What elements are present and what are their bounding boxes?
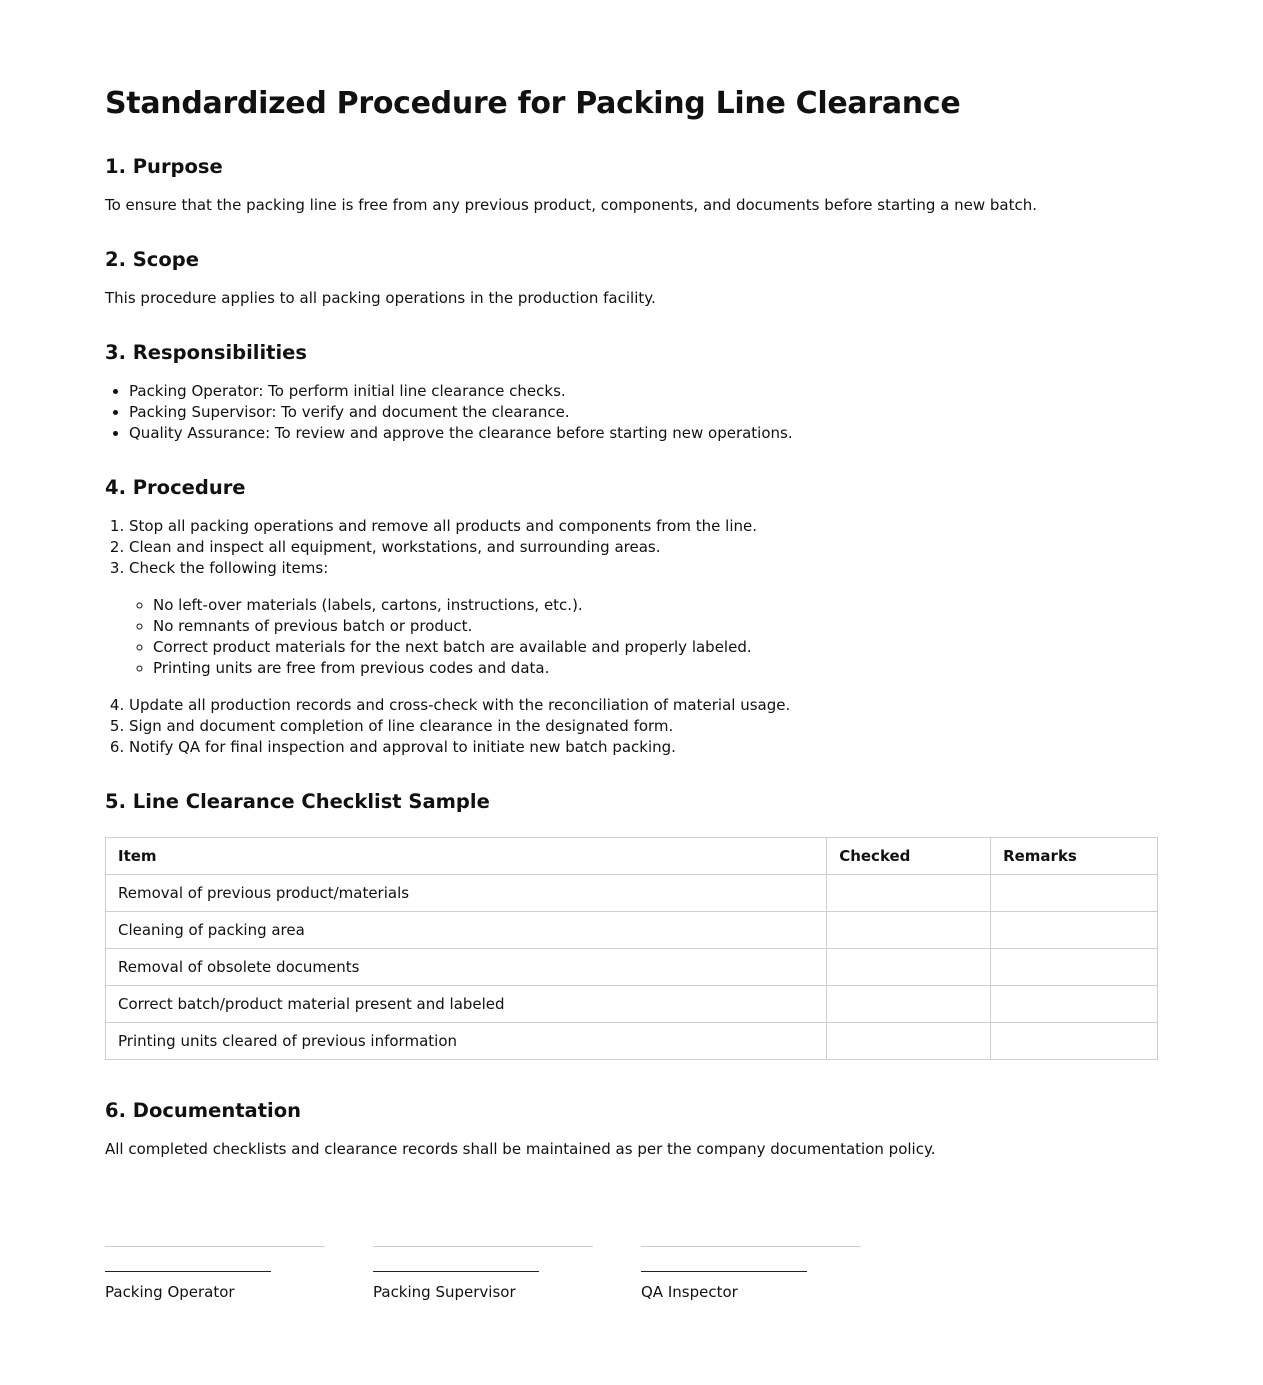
signature-label: QA Inspector <box>641 1283 738 1301</box>
procedure-step: 1. Stop all packing operations and remove all products and components from the line. <box>129 516 757 537</box>
check-items-list <box>129 595 752 679</box>
signature-divider <box>641 1246 861 1247</box>
signature-divider <box>105 1246 325 1247</box>
table-row <box>106 875 1158 912</box>
procedure-steps-continued <box>105 695 790 758</box>
scope-heading: 2. Scope <box>105 248 199 271</box>
procedure-step: 6. Notify QA for final inspection and approval to initiate new batch packing. <box>129 737 790 758</box>
procedure-step: 5. Sign and document completion of line clearance in the designated form. <box>129 716 790 737</box>
list-item: • Packing Supervisor: To verify and document the clearance. <box>129 402 793 423</box>
list-item: • Packing Operator: To perform initial line clearance checks. <box>129 381 793 402</box>
checked-cell[interactable] <box>827 1023 991 1060</box>
procedure-step: 2. Clean and inspect all equipment, workstations, and surrounding areas. <box>129 537 757 558</box>
item-cell: Removal of obsolete documents <box>106 949 827 986</box>
signature-label: Packing Operator <box>105 1283 235 1301</box>
remarks-cell[interactable] <box>991 949 1158 986</box>
purpose-heading: 1. Purpose <box>105 155 223 178</box>
procedure-steps <box>105 516 757 579</box>
table-row <box>106 912 1158 949</box>
check-item: ◦ No left-over materials (labels, cartons, instructions, etc.). <box>153 595 752 616</box>
item-cell: Printing units cleared of previous information <box>106 1023 827 1060</box>
table-row <box>106 949 1158 986</box>
signature-block-supervisor <box>373 1246 593 1301</box>
checked-cell[interactable] <box>827 912 991 949</box>
responsibilities-heading: 3. Responsibilities <box>105 341 307 364</box>
responsibilities-list <box>105 381 793 444</box>
checklist-heading: 5. Line Clearance Checklist Sample <box>105 790 490 813</box>
table-header-row <box>106 838 1158 875</box>
remarks-cell[interactable] <box>991 875 1158 912</box>
documentation-text: All completed checklists and clearance records shall be maintained as per the company documentation policy. <box>105 1140 936 1158</box>
scope-text: This procedure applies to all packing operations in the production facility. <box>105 289 656 307</box>
table-row <box>106 986 1158 1023</box>
column-header-checked: Checked <box>827 838 991 875</box>
signature-block-operator <box>105 1246 325 1301</box>
document-title: Standardized Procedure for Packing Line Clearance <box>105 86 961 121</box>
signature-line[interactable] <box>641 1271 807 1272</box>
column-header-remarks: Remarks <box>991 838 1158 875</box>
signature-label: Packing Supervisor <box>373 1283 516 1301</box>
check-item: ◦ No remnants of previous batch or product. <box>153 616 752 637</box>
remarks-cell[interactable] <box>991 986 1158 1023</box>
checked-cell[interactable] <box>827 949 991 986</box>
column-header-item: Item <box>106 838 827 875</box>
check-item: ◦ Printing units are free from previous codes and data. <box>153 658 752 679</box>
signature-divider <box>373 1246 593 1247</box>
check-item: ◦ Correct product materials for the next batch are available and properly labeled. <box>153 637 752 658</box>
remarks-cell[interactable] <box>991 912 1158 949</box>
checked-cell[interactable] <box>827 986 991 1023</box>
checked-cell[interactable] <box>827 875 991 912</box>
checklist-table <box>105 837 1158 1060</box>
procedure-step: 4. Update all production records and cross-check with the reconciliation of material usage. <box>129 695 790 716</box>
signature-line[interactable] <box>105 1271 271 1272</box>
signature-block-qa <box>641 1246 861 1301</box>
purpose-text: To ensure that the packing line is free from any previous product, components, and documents before starting a new batch. <box>105 196 1038 214</box>
signature-line[interactable] <box>373 1271 539 1272</box>
procedure-heading: 4. Procedure <box>105 476 246 499</box>
item-cell: Correct batch/product material present and labeled <box>106 986 827 1023</box>
table-row <box>106 1023 1158 1060</box>
documentation-heading: 6. Documentation <box>105 1099 301 1122</box>
remarks-cell[interactable] <box>991 1023 1158 1060</box>
item-cell: Cleaning of packing area <box>106 912 827 949</box>
list-item: • Quality Assurance: To review and approve the clearance before starting new operations. <box>129 423 793 444</box>
item-cell: Removal of previous product/materials <box>106 875 827 912</box>
procedure-step: 3. Check the following items: <box>129 558 757 579</box>
